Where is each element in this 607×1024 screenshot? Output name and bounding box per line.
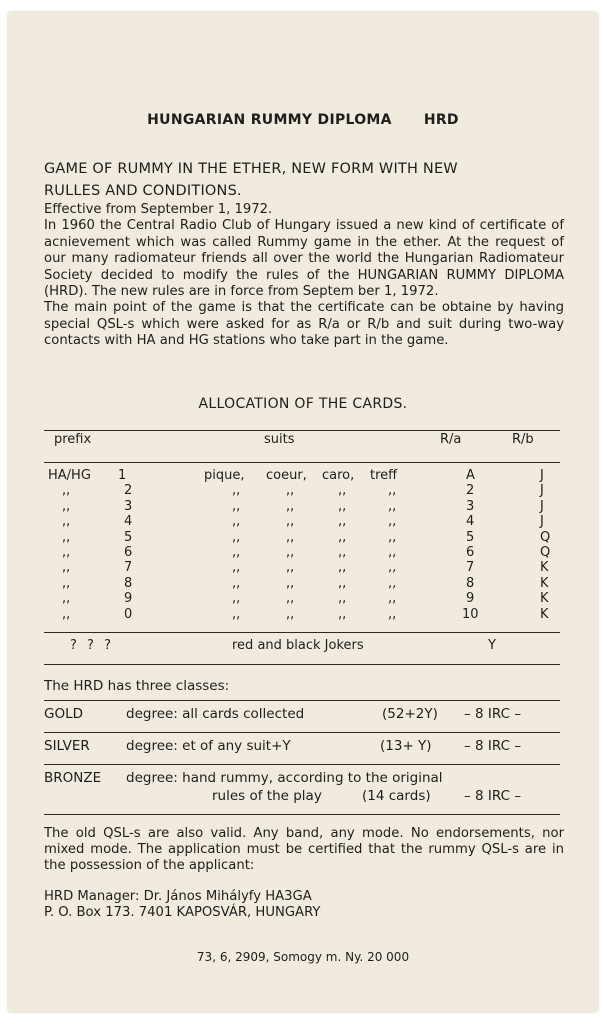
intro-rules: The main point of the game is that the certificate can be obtaine by having special QSL-s which were asked for as R/a or R/b and suit during two-way contacts with HA and HG stations who take part in the game. [44, 300, 564, 349]
silver-fee: – 8 IRC – [464, 738, 522, 754]
intro-text [44, 202, 564, 350]
row-prefix: ,, [62, 514, 71, 530]
bronze-count: (14 cards) [362, 788, 431, 804]
intro-history: In 1960 the Central Radio Club of Hungary issued a new kind of certificate of acnievement which was called Rummy game in the ether. At the request of our many radiomateur friends all over the world the Hungarian Radiomateur Society decided to modify the rules of the HUNGARIAN RUMMY DIPLOMA (HRD). The new rules are in force from Septem ber 1, 1972. [44, 218, 564, 300]
row-suit: ,, [232, 544, 241, 560]
title-main: HUNGARIAN RUMMY DIPLOMA [147, 112, 392, 128]
allocation-title: ALLOCATION OF THE CARDS. [198, 396, 408, 412]
header-ra: R/a [440, 432, 462, 447]
row-suit: ,, [338, 575, 347, 591]
table-row [44, 560, 560, 575]
divider [44, 814, 560, 815]
row-suit: ,, [232, 514, 241, 530]
row-rb: K [540, 606, 549, 622]
row-suit: ,, [286, 591, 295, 607]
subtitle [44, 158, 564, 202]
table-row [44, 591, 560, 606]
table-row [44, 483, 560, 498]
class-bronze [44, 770, 564, 810]
row-ra: 8 [466, 575, 475, 591]
row-ra: A [466, 468, 475, 483]
table-row [44, 468, 560, 483]
row-suit: ,, [286, 483, 295, 499]
table-row [44, 607, 560, 622]
row-prefix: ,, [62, 575, 71, 591]
row-suit: ,, [388, 498, 397, 514]
divider [44, 430, 560, 431]
row-suit: ,, [388, 591, 397, 607]
divider [44, 632, 560, 633]
subtitle-line-2: RULLES AND CONDITIONS. [44, 183, 242, 199]
printer-imprint: 73, 6, 2909, Somogy m. Ny. 20 000 [196, 950, 410, 964]
row-suit: ,, [286, 544, 295, 560]
row-suit: ,, [286, 529, 295, 545]
table-row [44, 514, 560, 529]
row-ra: 7 [466, 560, 475, 576]
document-title [8, 112, 598, 128]
divider [44, 664, 560, 665]
row-suit: ,, [338, 606, 347, 622]
row-prefix: ,, [62, 483, 71, 499]
row-number: 6 [124, 544, 133, 560]
row-suit: ,, [388, 483, 397, 499]
row-prefix: ,, [62, 560, 71, 576]
row-ra: 9 [466, 591, 475, 607]
row-rb: J [540, 514, 544, 530]
gold-name: GOLD [44, 706, 84, 722]
table-row [44, 576, 560, 591]
divider [44, 462, 560, 463]
row-rb: J [540, 498, 544, 514]
classes-title: The HRD has three classes: [44, 678, 230, 694]
row-rb: K [540, 591, 549, 607]
row-ra: 4 [466, 514, 475, 530]
row-number: 3 [124, 498, 133, 514]
row-suit: ,, [232, 529, 241, 545]
table-row [44, 545, 560, 560]
table-row [44, 499, 560, 514]
row-suit: ,, [232, 591, 241, 607]
subtitle-line-1: GAME OF RUMMY IN THE ETHER, NEW FORM WITH NEW [44, 161, 458, 177]
footer-rules: The old QSL-s are also valid. Any band, any mode. No endorsements, nor mixed mode. The application must be certified that the rummy QSL-s are in the possession of the applicant: [44, 826, 564, 873]
row-number: 5 [124, 529, 133, 545]
row-rb: J [540, 468, 544, 483]
class-gold [44, 706, 564, 726]
row-ra: 6 [466, 544, 475, 560]
row-suit: ,, [232, 606, 241, 622]
row-number: 9 [124, 591, 133, 607]
row-prefix: ,, [62, 498, 71, 514]
row-number: 1 [118, 468, 127, 483]
table-row [44, 530, 560, 545]
row-suit: pique, [204, 468, 245, 483]
row-suit: ,, [338, 498, 347, 514]
row-suit: treff [370, 468, 398, 483]
allocation-table [44, 468, 560, 622]
row-suit: ,, [232, 575, 241, 591]
diploma-card [8, 12, 598, 1012]
gold-fee: – 8 IRC – [464, 706, 522, 722]
row-suit: ,, [232, 483, 241, 499]
row-number: 4 [124, 514, 133, 530]
row-suit: ,, [388, 560, 397, 576]
jokers-prefix: ? ? ? [70, 638, 114, 653]
bronze-desc-1: degree: hand rummy, according to the original [126, 770, 443, 786]
row-suit: ,, [388, 606, 397, 622]
gold-count: (52+2Y) [382, 706, 438, 722]
header-rb: R/b [512, 432, 534, 447]
header-suits: suits [264, 432, 295, 447]
row-suit: ,, [338, 514, 347, 530]
row-rb: Q [540, 544, 551, 560]
row-suit: coeur, [266, 468, 307, 483]
silver-name: SILVER [44, 738, 90, 754]
row-suit: ,, [286, 575, 295, 591]
manager-line: HRD Manager: Dr. János Mihályfy HA3GA [44, 889, 312, 904]
row-ra: 10 [462, 606, 479, 622]
silver-count: (13+ Y) [380, 738, 432, 754]
row-ra: 3 [466, 498, 475, 514]
row-suit: ,, [232, 560, 241, 576]
footer-text [44, 826, 564, 874]
class-silver [44, 738, 564, 758]
row-suit: ,, [388, 529, 397, 545]
effective-date: Effective from September 1, 1972. [44, 202, 273, 217]
row-suit: ,, [338, 560, 347, 576]
row-suit: ,, [338, 591, 347, 607]
bronze-name: BRONZE [44, 770, 102, 786]
row-number: 8 [124, 575, 133, 591]
gold-desc: degree: all cards collected [126, 706, 305, 722]
row-suit: ,, [286, 606, 295, 622]
row-ra: 5 [466, 529, 475, 545]
divider [44, 764, 560, 765]
silver-desc: degree: et of any suit+Y [126, 738, 291, 754]
row-rb: K [540, 575, 549, 591]
row-prefix: HA/HG [48, 468, 91, 483]
address-line: P. O. Box 173. 7401 KAPOSVÁR, HUNGARY [44, 905, 321, 920]
jokers-label: red and black Jokers [232, 638, 364, 653]
row-suit: caro, [322, 468, 355, 483]
row-suit: ,, [388, 575, 397, 591]
row-rb: K [540, 560, 549, 576]
divider [44, 732, 560, 733]
row-suit: ,, [338, 529, 347, 545]
row-number: 2 [124, 483, 133, 499]
row-number: 0 [124, 606, 133, 622]
row-prefix: ,, [62, 606, 71, 622]
row-suit: ,, [388, 514, 397, 530]
row-number: 7 [124, 560, 133, 576]
jokers-value: Y [488, 638, 496, 653]
row-suit: ,, [338, 483, 347, 499]
row-suit: ,, [232, 498, 241, 514]
title-code: HRD [423, 112, 459, 128]
row-ra: 2 [466, 483, 475, 499]
row-suit: ,, [286, 560, 295, 576]
row-suit: ,, [338, 544, 347, 560]
row-prefix: ,, [62, 591, 71, 607]
row-suit: ,, [286, 514, 295, 530]
row-suit: ,, [388, 544, 397, 560]
row-prefix: ,, [62, 529, 71, 545]
divider [44, 700, 560, 701]
row-suit: ,, [286, 498, 295, 514]
header-prefix: prefix [54, 432, 92, 447]
row-prefix: ,, [62, 544, 71, 560]
row-rb: Q [540, 529, 551, 545]
row-rb: J [540, 483, 544, 499]
bronze-desc-2: rules of the play [212, 788, 322, 804]
bronze-fee: – 8 IRC – [464, 788, 522, 804]
